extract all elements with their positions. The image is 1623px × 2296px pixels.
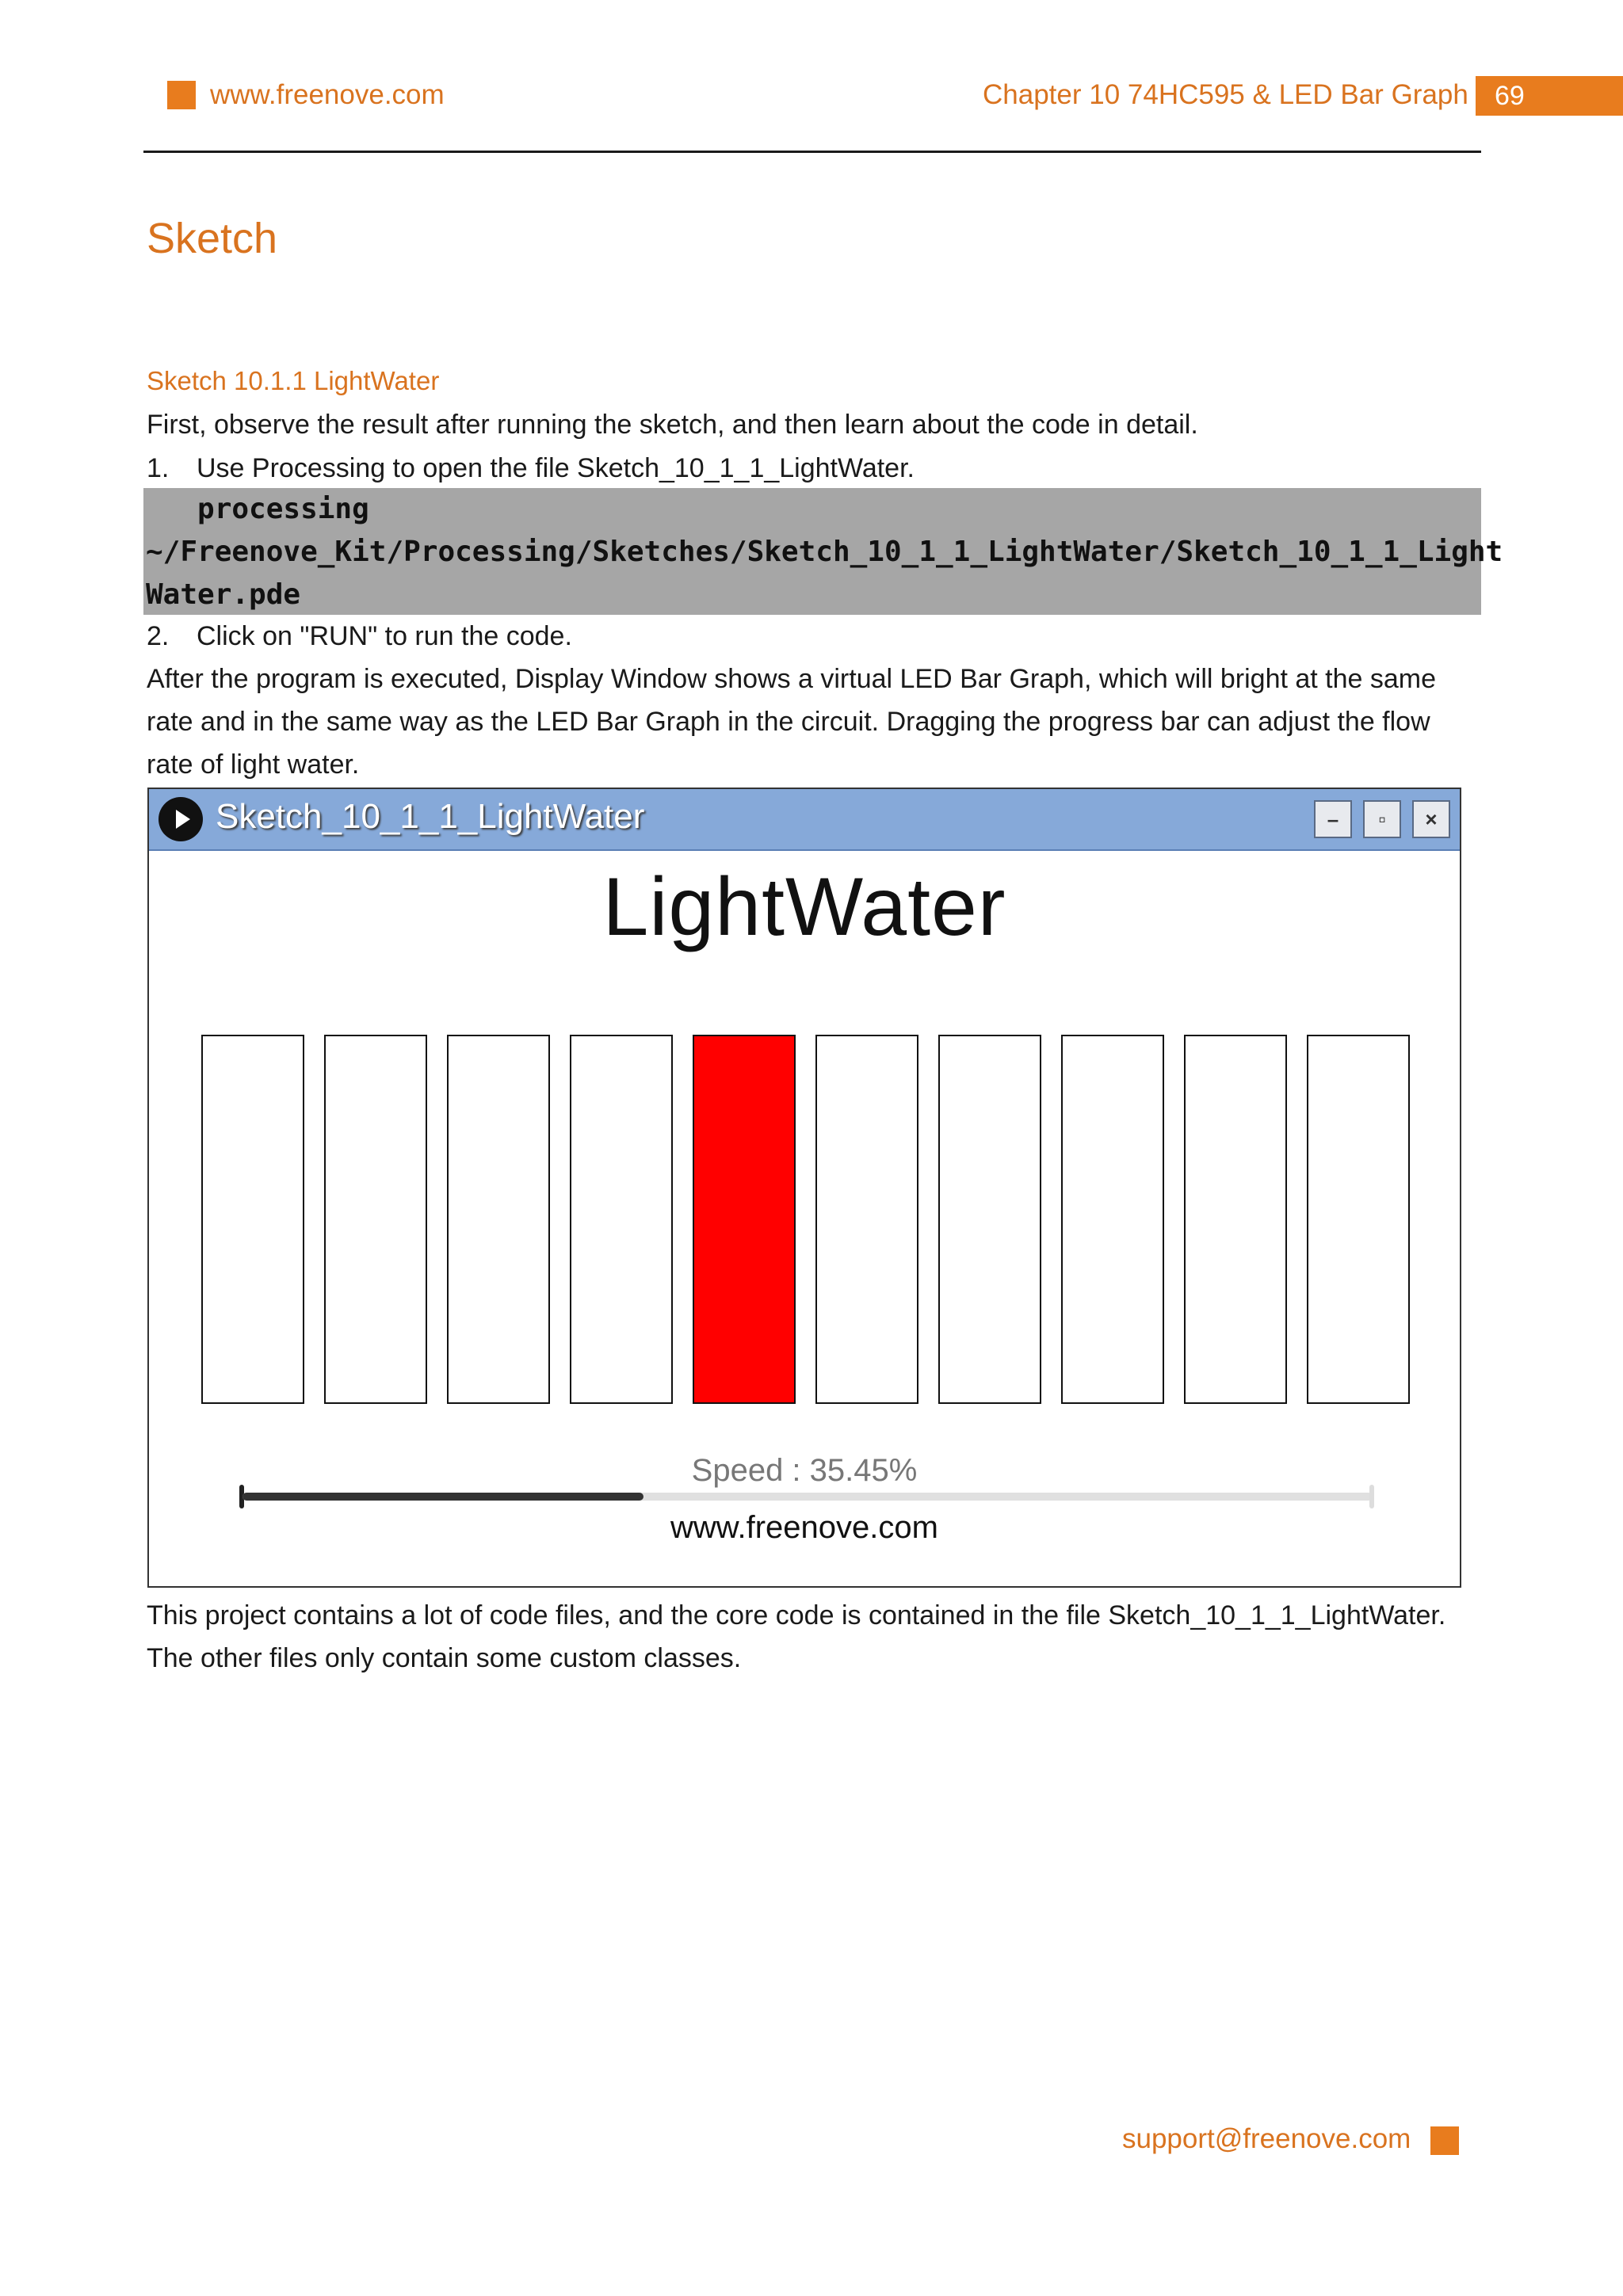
led-segment	[201, 1035, 304, 1404]
header-site-link[interactable]: www.freenove.com	[210, 79, 445, 110]
maximize-button[interactable]: ▫	[1363, 800, 1401, 838]
window-site-label: www.freenove.com	[670, 1510, 938, 1545]
led-segment	[938, 1035, 1041, 1404]
window-title: Sketch_10_1_1_LightWater	[216, 797, 645, 836]
speed-slider-fill[interactable]	[242, 1493, 643, 1501]
code-block	[143, 488, 1503, 615]
led-segment	[1184, 1035, 1287, 1404]
step-number: 1.	[147, 453, 170, 483]
closing-line: This project contains a lot of code files, and the core code is contained in the file Sketch_10_1_1_LightWater.	[147, 1600, 1446, 1630]
step-text: Use Processing to open the file Sketch_10_1_1_LightWater.	[197, 453, 915, 483]
header-chapter-title: Chapter 10 74HC595 & LED Bar Graph	[983, 79, 1468, 110]
step-number: 2.	[147, 621, 170, 651]
code-line: processing	[146, 493, 369, 525]
subsection-title: Sketch 10.1.1 LightWater	[147, 366, 440, 395]
footer-square-icon	[1430, 2126, 1459, 2155]
led-segment	[447, 1035, 550, 1404]
speed-slider[interactable]	[242, 1493, 1373, 1501]
minimize-button[interactable]: –	[1314, 800, 1352, 838]
led-segment	[1061, 1035, 1164, 1404]
slider-right-cap	[1369, 1485, 1374, 1508]
app-title: LightWater	[602, 861, 1006, 953]
code-line: Water.pde	[146, 578, 301, 611]
display-window	[147, 788, 1461, 1588]
led-segment	[693, 1035, 796, 1404]
closing-line: The other files only contain some custom classes.	[147, 1643, 742, 1673]
description-line: rate and in the same way as the LED Bar Graph in the circuit. Dragging the progress bar can adjust the flow	[147, 707, 1430, 737]
support-email-link[interactable]: support@freenove.com	[1122, 2123, 1411, 2154]
intro-paragraph: First, observe the result after running the sketch, and then learn about the code in detail.	[147, 410, 1198, 440]
step-text: Click on "RUN" to run the code.	[197, 621, 572, 651]
speed-label: Speed : 35.45%	[691, 1453, 918, 1488]
section-title: Sketch	[147, 215, 278, 262]
close-button[interactable]: ×	[1412, 800, 1450, 838]
code-line: ~/Freenove_Kit/Processing/Sketches/Sketch_10_1_1_LightWater/Sketch_10_1_1_Light	[146, 536, 1503, 568]
window-titlebar[interactable]	[149, 789, 1460, 851]
header-divider	[143, 151, 1481, 153]
description-line: After the program is executed, Display Window shows a virtual LED Bar Graph, which will bright at the same	[147, 664, 1437, 694]
processing-play-icon	[158, 797, 203, 841]
led-segment	[815, 1035, 918, 1404]
led-segment	[1307, 1035, 1410, 1404]
led-segment	[570, 1035, 673, 1404]
page-number: 69	[1476, 76, 1623, 116]
header-square-icon	[167, 81, 196, 109]
led-segment	[324, 1035, 427, 1404]
description-line: rate of light water.	[147, 749, 360, 780]
